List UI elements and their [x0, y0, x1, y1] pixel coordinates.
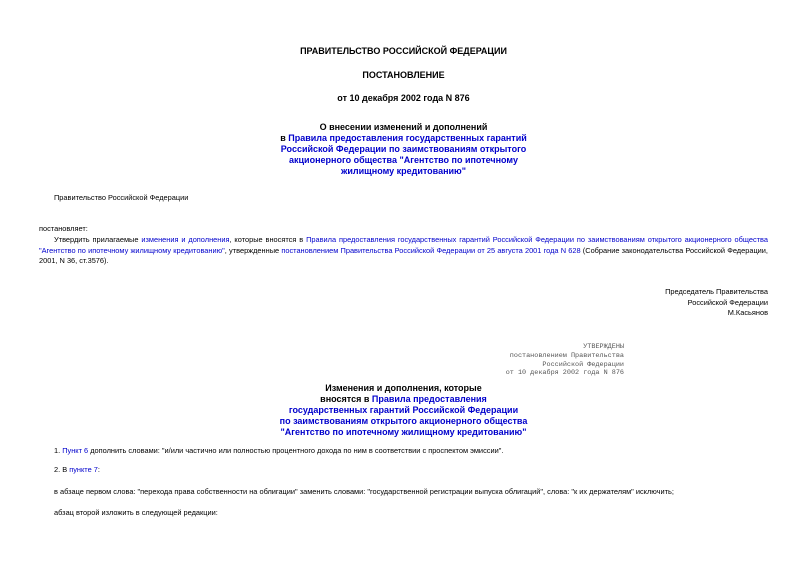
point-7-link[interactable]: пункте 7 — [69, 465, 98, 474]
signature-name: М.Касьянов — [727, 308, 768, 317]
changes-title-line-1: Изменения и дополнения, которые — [325, 383, 482, 393]
title-prefix: в — [280, 133, 289, 143]
rules-link-line-3[interactable]: Российской Федерации по заимствованиям открытого — [280, 144, 527, 154]
point-6-link[interactable]: Пункт 6 — [62, 446, 89, 455]
changes-title — [0, 383, 807, 438]
approved-line-4: от 10 декабря 2002 года N 876 — [505, 369, 624, 378]
approved-line-1: УТВЕРЖДЕНЫ — [583, 343, 624, 351]
document-date-number: от 10 декабря 2002 года N 876 — [337, 93, 470, 103]
rules-link-line-5[interactable]: жилищному кредитованию" — [341, 166, 466, 176]
rules-link-line-4[interactable]: акционерного общества "Агентство по ипотечному — [289, 155, 518, 165]
item-2-number: 2. В — [54, 465, 70, 474]
para-text-2: , которые вносятся в — [229, 235, 307, 244]
changes-title-line-2 — [0, 394, 807, 405]
approved-block — [506, 343, 624, 378]
government-name: ПРАВИТЕЛЬСТВО РОССИЙСКОЙ ФЕДЕРАЦИИ — [300, 46, 507, 56]
document-title — [0, 122, 807, 177]
item-1-text: дополнить словами: "и/или частично или полностью процентного дохода по ним в соответствии с проспектом эмиссии". — [88, 446, 504, 455]
item-1 — [54, 446, 503, 457]
rules-full-link[interactable]: Правила предоставления государственных гарантий Российской Федерации по заимствованиям открытого акционерного общества "Агентство по ипотечному жилищному кредитованию" — [39, 235, 768, 255]
changes-rules-link[interactable]: Правила предоставления — [371, 394, 487, 404]
item-1-number: 1. — [54, 446, 63, 455]
approved-line-3: Российской Федерации — [542, 360, 624, 369]
item-2 — [54, 465, 100, 476]
approved-line-2: постановлением Правительства — [509, 351, 624, 360]
document-type: ПОСТАНОВЛЕНИЕ — [362, 70, 445, 80]
resolution-paragraph — [39, 235, 768, 267]
para-text-4: (Собрание законодательства Российской Федерации, 2001, N 36, ст.3576). — [39, 245, 768, 265]
decree-628-link[interactable]: постановлением Правительства Российской Федерации от 25 августа 2001 года N 628 — [281, 245, 581, 255]
changes-title-prefix: вносятся в — [320, 394, 372, 404]
title-line-1: О внесении изменений и дополнений — [319, 122, 488, 132]
para-text-3: , утвержденные — [224, 245, 282, 255]
changes-rules-link-line-4[interactable]: по заимствованиям открытого акционерного общества — [279, 416, 528, 426]
preamble-government: Правительство Российской Федерации — [54, 193, 189, 202]
changes-rules-link-line-5[interactable]: "Агентство по ипотечному жилищному кредитованию" — [280, 427, 527, 437]
item-2-paragraph-first: в абзаце первом слова: "перехода права собственности на облигации" заменить словами: "государственной регистрации выпуска облигаций", слова: "к их держателям" исключить; — [54, 487, 674, 496]
para-text-1: Утвердить прилагаемые — [54, 235, 142, 244]
item-2-paragraph-second: абзац второй изложить в следующей редакции: — [54, 508, 218, 517]
changes-rules-link-line-3[interactable]: государственных гарантий Российской Федерации — [288, 405, 519, 415]
changes-link[interactable]: изменения и дополнения — [141, 235, 230, 244]
signature-block — [665, 287, 768, 319]
signature-position: Председатель Правительства — [665, 287, 768, 296]
item-2-colon: : — [97, 465, 100, 474]
preamble-decides: постановляет: — [39, 224, 88, 233]
signature-org: Российской Федерации — [687, 297, 768, 307]
title-line-2 — [0, 133, 807, 144]
rules-link[interactable]: Правила предоставления государственных гарантий — [288, 133, 527, 143]
